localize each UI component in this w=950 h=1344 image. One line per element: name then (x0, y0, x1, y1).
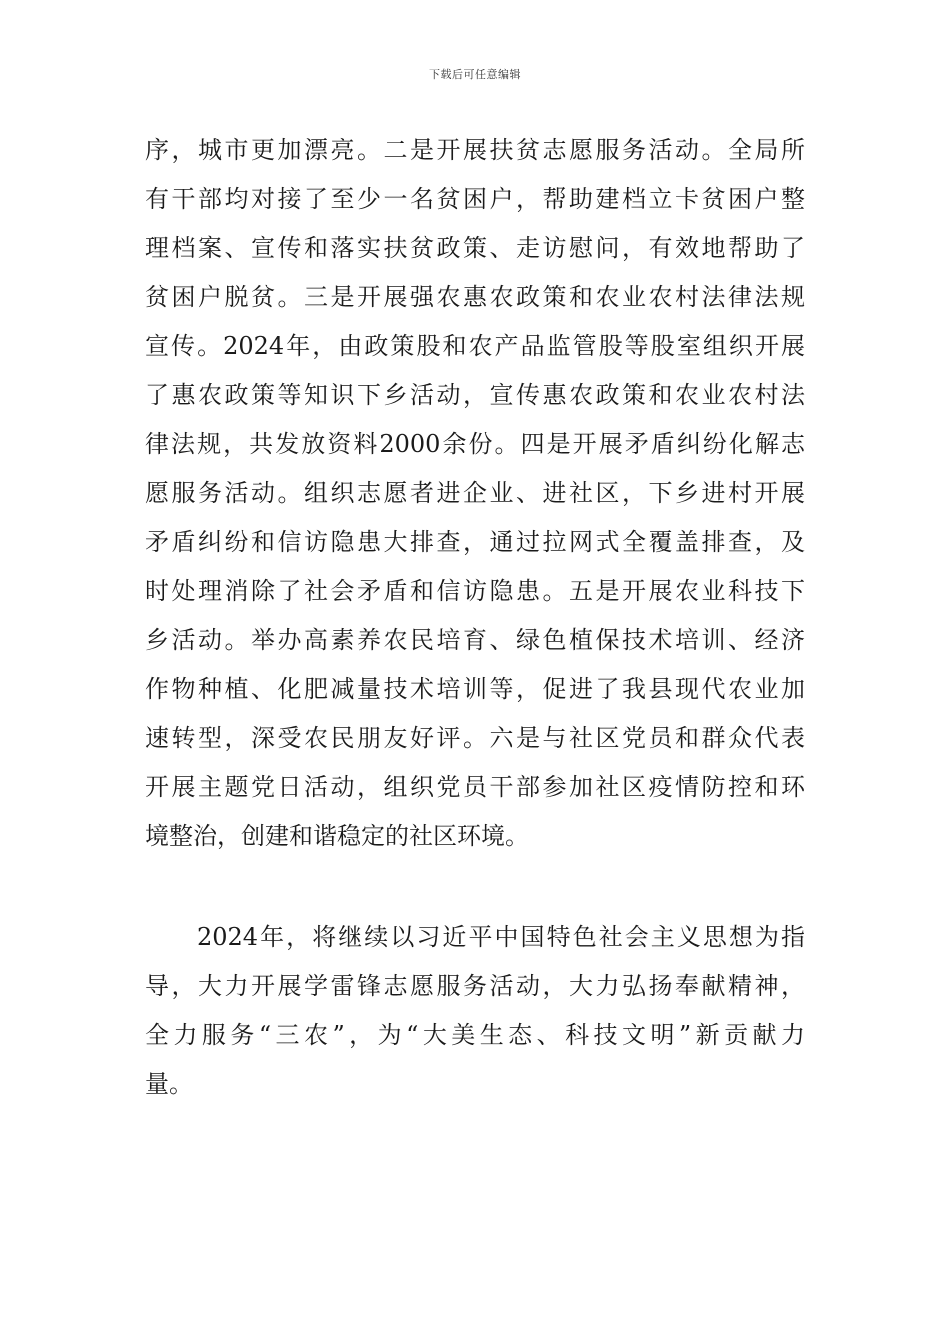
body-text (145, 126, 805, 1109)
text-line: 境整治，创建和谐稳定的社区环境。 (145, 822, 529, 850)
text-line: 作物种植、化肥减量技术培训等，促进了我县现代农业加 (145, 675, 805, 703)
text-line: 序，城市更加漂亮。二是开展扶贫志愿服务活动。全局所 (145, 136, 805, 164)
text-line: 导，大力开展学雷锋志愿服务活动，大力弘扬奉献精神， (145, 972, 805, 1000)
text-line: 贫困户脱贫。三是开展强农惠农政策和农业农村法律法规 (145, 283, 805, 311)
text-line: 开展主题党日活动，组织党员干部参加社区疫情防控和环 (145, 773, 805, 801)
text-line: 矛盾纠纷和信访隐患大排查，通过拉网式全覆盖排查，及 (145, 528, 805, 556)
paragraph-1 (145, 126, 805, 861)
text-line: 宣传。2024年，由政策股和农产品监管股等股室组织开展 (145, 332, 805, 360)
text-line: 时处理消除了社会矛盾和信访隐患。五是开展农业科技下 (145, 577, 805, 605)
text-line: 乡活动。举办高素养农民培育、绿色植保技术培训、经济 (145, 626, 805, 654)
text-line: 了惠农政策等知识下乡活动，宣传惠农政策和农业农村法 (145, 381, 805, 409)
text-line: 有干部均对接了至少一名贫困户，帮助建档立卡贫困户整 (145, 185, 805, 213)
text-line: 愿服务活动。组织志愿者进企业、进社区，下乡进村开展 (145, 479, 805, 507)
text-line: 理档案、宣传和落实扶贫政策、走访慰问，有效地帮助了 (145, 234, 805, 262)
paragraph-2 (145, 913, 805, 1109)
text-line: 2024年，将继续以习近平中国特色社会主义思想为指 (197, 923, 805, 951)
text-line: 量。 (145, 1070, 193, 1098)
text-line: 速转型，深受农民朋友好评。六是与社区党员和群众代表 (145, 724, 805, 752)
paragraph-spacer (145, 861, 805, 913)
text-line: 全力服务“三农”，为“大美生态、科技文明”新贡献力 (145, 1021, 805, 1049)
header-note: 下载后可任意编辑 (429, 68, 521, 81)
text-line: 律法规，共发放资料2000余份。四是开展矛盾纠纷化解志 (145, 430, 805, 458)
